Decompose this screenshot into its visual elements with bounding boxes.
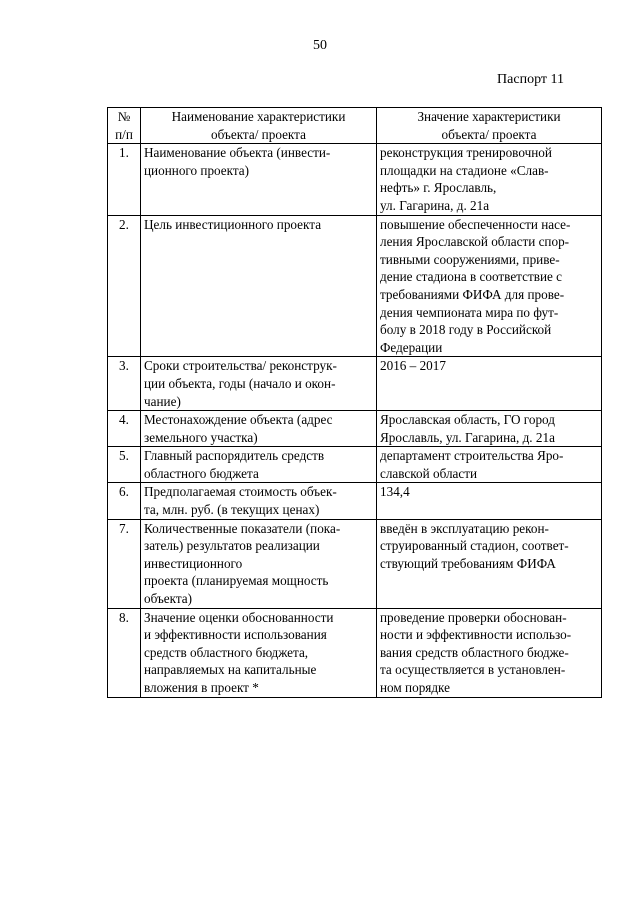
- row-value: повышение обеспеченности насе- ления Ярославской области спор- тивными сооружениями, приве- дение стадиона в соответствие с требованиями ФИФА для прове- дения чемпионата мира по фут- болу в 2018 году в Российской Федерации: [377, 215, 602, 357]
- table-row: [108, 144, 602, 215]
- row-number: 1.: [108, 144, 141, 215]
- row-name: Главный распорядитель средств областного бюджета: [141, 447, 377, 483]
- table-row: [108, 483, 602, 519]
- row-number: 2.: [108, 215, 141, 357]
- table-row: [108, 447, 602, 483]
- table-row: [108, 215, 602, 357]
- row-value: 2016 – 2017: [377, 357, 602, 411]
- row-name: Значение оценки обоснованности и эффективности использования средств областного бюджета, направляемых на капитальные вложения в проект *: [141, 608, 377, 697]
- header-number: № п/п: [108, 108, 141, 144]
- row-number: 7.: [108, 519, 141, 608]
- table-header-row: [108, 108, 602, 144]
- row-value: департамент строительства Яро- славской области: [377, 447, 602, 483]
- header-characteristic-value: Значение характеристики объекта/ проекта: [377, 108, 602, 144]
- page-number: 50: [313, 38, 327, 53]
- row-value: Ярославская область, ГО город Ярославль, ул. Гагарина, д. 21а: [377, 411, 602, 447]
- row-number: 5.: [108, 447, 141, 483]
- table-row: [108, 608, 602, 697]
- header-characteristic-name: Наименование характеристики объекта/ проекта: [141, 108, 377, 144]
- row-name: Сроки строительства/ реконструк- ции объекта, годы (начало и окон- чание): [141, 357, 377, 411]
- row-value: реконструкция тренировочной площадки на стадионе «Слав- нефть» г. Ярославль, ул. Гагарина, д. 21а: [377, 144, 602, 215]
- table-row: [108, 411, 602, 447]
- row-name: Наименование объекта (инвести- ционного проекта): [141, 144, 377, 215]
- row-name: Цель инвестиционного проекта: [141, 215, 377, 357]
- row-value: проведение проверки обоснован- ности и эффективности использо- вания средств областного бюдже- та осуществляется в установлен- ном порядке: [377, 608, 602, 697]
- passport-label: Паспорт 11: [497, 72, 564, 87]
- row-value: 134,4: [377, 483, 602, 519]
- row-number: 4.: [108, 411, 141, 447]
- row-number: 3.: [108, 357, 141, 411]
- row-value: введён в эксплуатацию рекон- струированный стадион, соответ- ствующий требованиям ФИФА: [377, 519, 602, 608]
- row-name: Количественные показатели (пока- затель) результатов реализации инвестиционного проекта (планируемая мощность объекта): [141, 519, 377, 608]
- row-number: 8.: [108, 608, 141, 697]
- table-row: [108, 519, 602, 608]
- passport-table: [107, 107, 602, 698]
- table-row: [108, 357, 602, 411]
- row-name: Предполагаемая стоимость объек- та, млн. руб. (в текущих ценах): [141, 483, 377, 519]
- row-name: Местонахождение объекта (адрес земельного участка): [141, 411, 377, 447]
- row-number: 6.: [108, 483, 141, 519]
